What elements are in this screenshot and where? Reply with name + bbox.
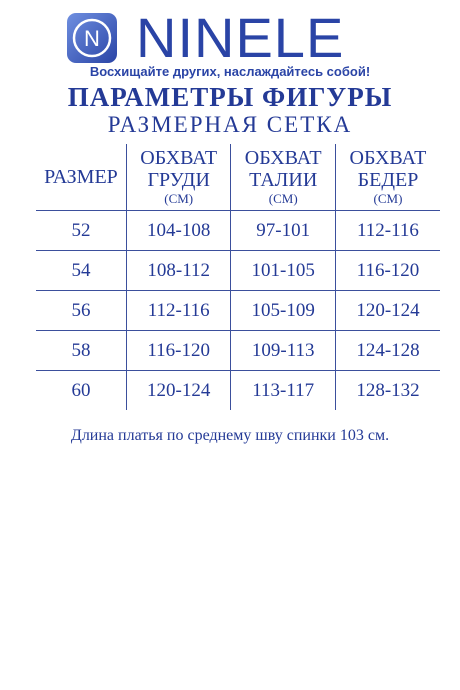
table-row [36,371,440,411]
cell-waist: 105-109 [231,291,336,331]
table-header-row [36,144,440,211]
cell-chest: 120-124 [126,371,231,411]
header-hips: ОБХВАТ БЕДЕР (СМ) [335,144,440,211]
logo-letter: N [84,26,100,51]
cell-hips: 128-132 [335,371,440,411]
table-row [36,331,440,371]
cell-hips: 124-128 [335,331,440,371]
brand-name: NINELE [136,6,345,69]
cell-chest: 112-116 [126,291,231,331]
header-waist: ОБХВАТ ТАЛИИ (СМ) [231,144,336,211]
cell-size: 56 [36,291,126,331]
page-title: ПАРАМЕТРЫ ФИГУРЫ [67,82,393,112]
cell-hips: 112-116 [335,211,440,251]
cell-size: 58 [36,331,126,371]
header-chest: ОБХВАТ ГРУДИ (СМ) [126,144,231,211]
cell-chest: 108-112 [126,251,231,291]
table-row [36,211,440,251]
table-row [36,291,440,331]
cell-hips: 116-120 [335,251,440,291]
header-size: РАЗМЕР [44,166,118,188]
cell-hips: 120-124 [335,291,440,331]
page-subtitle: РАЗМЕРНАЯ СЕТКА [107,112,353,137]
ninele-logo-icon [66,12,118,64]
cell-size: 54 [36,251,126,291]
size-chart-table [36,144,440,410]
cell-waist: 97-101 [231,211,336,251]
cell-size: 52 [36,211,126,251]
brand-logo [66,6,406,69]
cell-waist: 109-113 [231,331,336,371]
table-row [36,251,440,291]
dress-length-note: Длина платья по среднему шву спинки 103 см. [70,427,390,444]
cell-chest: 116-120 [126,331,231,371]
cell-chest: 104-108 [126,211,231,251]
slogan: Восхищайте других, наслаждайтесь собой! [89,64,371,79]
cell-waist: 113-117 [231,371,336,411]
cell-waist: 101-105 [231,251,336,291]
cell-size: 60 [36,371,126,411]
